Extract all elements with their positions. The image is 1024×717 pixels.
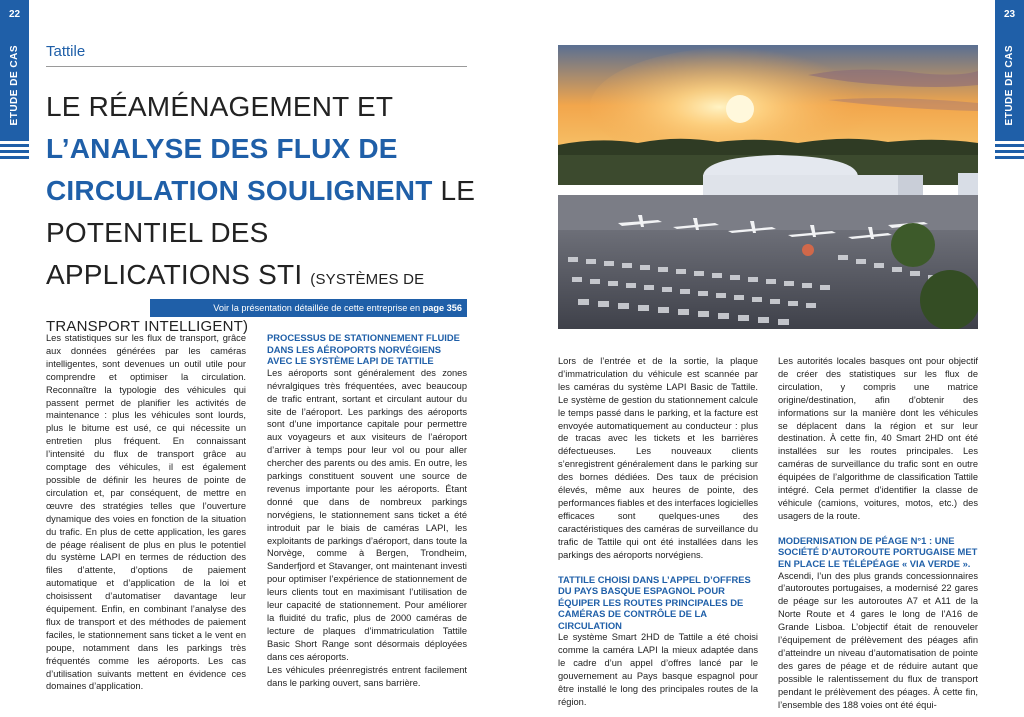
banner-page-ref: page 356 <box>422 303 462 313</box>
section-heading-norway: PROCESSUS DE STATIONNEMENT FLUIDE DANS LES AÉROPORTS NORVÉGIENS AVEC LE SYSTÈME LAPI DE TATTILE <box>267 332 460 367</box>
headline-subtitle: (SYSTÈMES DE TRANSPORT INTELLIGENT) <box>46 271 425 335</box>
paragraph: Ascendi, l’un des plus grands concessionnaires d’autoroutes portugaises, a modernisé 22 gares de péage sur les autoroutes A7 et A11 de la Norte Route et 4 gares le long de l’A16 de Grande Lisboa. L’objectif était de renouveler l’équipement de prélèvement des péages afin d’atteindre un niveau d’automatisation de pointe des gares de péage et de réduire autant que possible le ralentissement du flux de transport pendant le prélèvement des péages. À cette fin, l’ensemble des 188 voies ont été équi- <box>778 570 978 710</box>
paragraph: Le système Smart 2HD de Tattile a été choisi comme la caméra LAPI la mieux adaptée dans le cadre d’un appel d’offres lancé par le gouvernement au Pays basque espagnol pour être installé le long des principales routes de la région. <box>558 632 758 707</box>
article-column-1 <box>46 332 246 693</box>
right-page-tab <box>995 0 1024 160</box>
tab-stripes-left <box>0 138 29 160</box>
article-column-2 <box>267 332 467 689</box>
page-number-right: 23 <box>1003 9 1016 20</box>
paragraph: Les statistiques sur les flux de transport, grâce aux données générées par les caméras intelligentes, sont devenues un outil utile pour comprendre et optimiser la circulation. Reconnaître la typologie des véhicules qui passent permet de planifier les activités de maintenance : plus les véhicules sont lourds, plus le bitume est usé, ce qui nécessite un entretien plus fréquent. En connaissant l’intensité du flux de transport grâce au comptage des véhicules, il est également possible de définir les heures de pointe de circulation et, par conséquent, de mettre en œuvre des stratégies telles que l’ouverture dynamique des voies en fonction de la situation du trafic. En plus de cette application, les gares de péage réalisent de plus en plus le potentiel du système LAPI en termes de réduction des files d’attente, d’options de paiement automatique et d’application de la loi et choisissent d’automatiser davantage leur équipement. Enfin, en combinant l’analyse des flux de transport et des méthodes de paiement faciles, le stationnement sans ticket a le vent en poupe, notamment dans les parkings très fréquentés comme les aéroports. Les cas d’utilisation suivants mettent en évidence ces domaines d’application. <box>46 333 246 692</box>
section-heading-portugal: MODERNISATION DE PÉAGE N°1 : UNE SOCIÉTÉ D’AUTOROUTE PORTUGAISE MET EN PLACE LE TÉLÉPÉAGE « VIA VERDE ». <box>778 534 978 569</box>
paragraph: Les autorités locales basques ont pour objectif de créer des statistiques sur les flux de circulation, y compris une matrice origine/destination, afin d’obtenir des informations sur la manière dont les véhicules se déplacent dans la région et sur leur destination. À cette fin, 40 Smart 2HD ont été installées sur les routes principales. Les caméras de surveillance du trafic sont en outre équipées de l’algorithme de classification Tattile intégré. Cela permet d’identifier la classe de véhicule (camions, voitures, motos, etc.) des usagers de la route. <box>778 356 978 521</box>
article-column-3 <box>558 355 758 709</box>
headline-part-3: LE POTENTIEL DES APPLICATIONS STI <box>46 175 476 290</box>
company-presentation-link[interactable] <box>150 299 467 317</box>
article-column-4 <box>778 355 978 712</box>
sunset-airport-image <box>558 45 978 329</box>
airport-parking-photo <box>558 45 978 329</box>
company-name: Tattile <box>46 43 86 60</box>
banner-text: Voir la présentation détaillée de cette entreprise en <box>213 303 423 313</box>
section-tab-left: ETUDE DE CAS <box>9 44 20 126</box>
paragraph: Les aéroports sont généralement des zones névralgiques très fréquentées, avec beaucoup de trafic entrant, sortant et circulant autour du site de l’aéroport. Les parkings des aéroports sont d’une importance capitale pour permettre aux voyageurs et aux visiteurs de l’aéroport d’arriver à temps pour leur vol ou pour aller chercher des parents ou des amis. En outre, les parkings constituent souvent une source de revenus importante pour les aéroports. Étant donné que dans de nombreux parkings norvégiens, le stationnement sans ticket a été introduit par le biais de caméras LAPI, les exploitants de parkings d’aéroport, dans toute la Norvège, comme à Bergen, Trondheim, Sanderfjord et Stavanger, ont maintenant investi pour optimiser l’expérience de stationnement de leurs clients tout en maximisant l’utilisation de leur capacité de stationnement. Pour améliorer la fluidité du trafic, plus de 2000 caméras de lecture de plaques d’immatriculation Tattile Basic Short Range sont désormais déployées dans ces aéroports. <box>267 367 467 662</box>
section-tab-right: ETUDE DE CAS <box>1004 44 1015 126</box>
headline-part-1: LE RÉAMÉNAGEMENT ET <box>46 91 393 122</box>
page-number-left: 22 <box>8 9 21 20</box>
paragraph: Les véhicules préenregistrés entrent facilement dans le parking ouvert, sans barrière. <box>267 664 467 688</box>
section-heading-basque: TATTILE CHOISI DANS L’APPEL D’OFFRES DU PAYS BASQUE ESPAGNOL POUR ÉQUIPER LES ROUTES PRINCIPALES DE CAMÉRAS DE CONTRÔLE DE LA CIRCULATION <box>558 573 751 631</box>
headline-highlight: L’ANALYSE DES FLUX DE CIRCULATION SOULIGNENT <box>46 133 433 206</box>
header-rule <box>46 66 467 67</box>
left-page-tab <box>0 0 29 160</box>
paragraph: Lors de l’entrée et de la sortie, la plaque d’immatriculation du véhicule est scannée par les caméras du système LAPI Basic de Tattile. Le système de gestion du stationnement calcule le temps passé dans le parking, et la facture est envoyée automatiquement au conducteur : plus de tracas avec les tickets et les barrières défectueuses. Les nouveaux clients s’enregistrent généralement dans le parking sur des bornes dédiées. Des taux de précision élevés, même aux heures de pointe, des performances fiables et des interfaces logicielles efficaces sont quelques-unes des caractéristiques des caméras de surveillance du trafic de Tattile qui ont été installées dans les parkings des aéroports norvégiens. <box>558 356 758 560</box>
tab-stripes-right <box>995 138 1024 160</box>
